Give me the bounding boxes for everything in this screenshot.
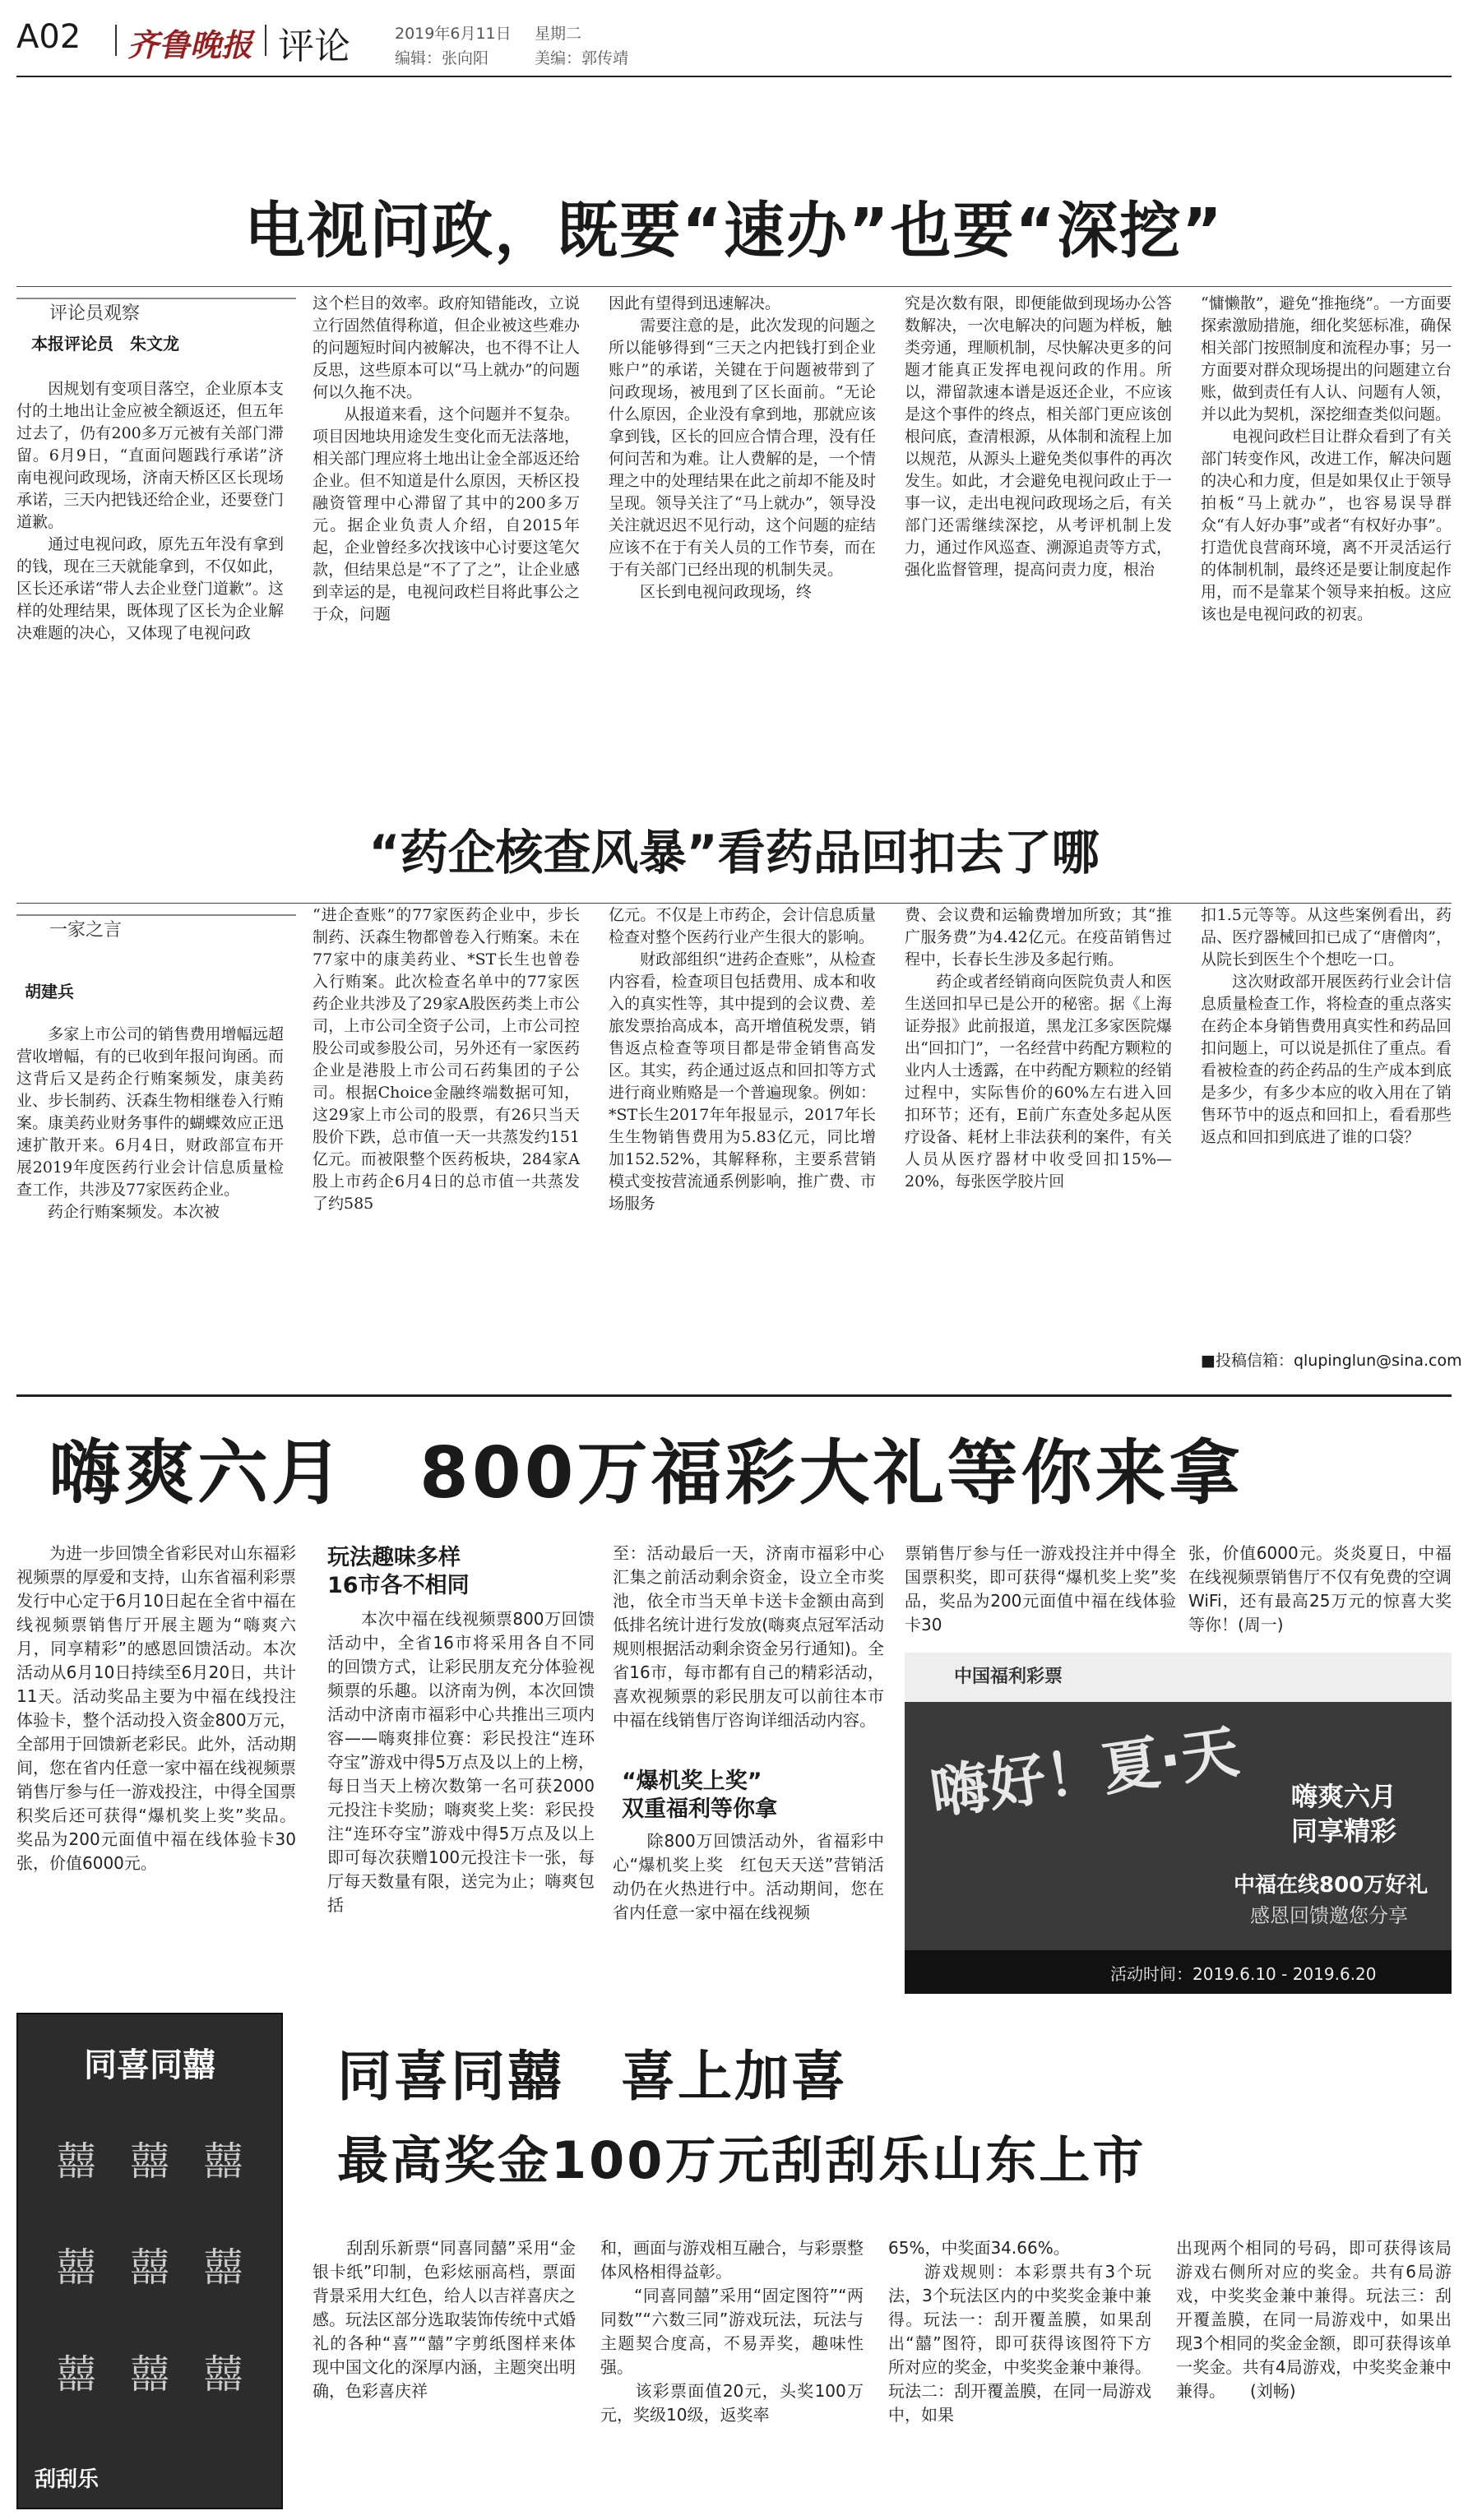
- issue-weekday: 星期二: [535, 25, 582, 43]
- ticket-glyph: 囍: [203, 2351, 243, 2397]
- scratch-ticket-image: [16, 2013, 283, 2509]
- header-divider: [265, 25, 266, 56]
- article1-column-4: 究是次数有限，即便能做到现场办公答数解决，一次电解决的问题为样板，触类旁通，理顺机制，尽快解决更多的问题才能真正发挥电视问政的作用。所以，滞留款速本谱是返还企业，不应该是这个事件的终点，相关部门更应该创根问底，查清根源，从体制和流程上加以规范，从源头上避免类似事件的再次发生。如此，才会避免电视问政止于一事一议，走出电视问政现场之后，有关部门还需继续深挖，从考评机制上发力，通过作风巡查、溯源追责等方式，强化监督管理，提高问责力度，根治: [905, 294, 1172, 579]
- article2-column-5: 扣1.5元等等。从这些案例看出，药品、医疗器械回扣已成了“唐僧肉”，从院长到医生个个想吃一口。 这次财政部开展医药行业会计信息质量检查工作，将检查的重点落实在药企本身销售费用真实性和药品回扣问题上，可以说是抓住了重点。看看被检查的药企药品的生产成本到底是多少，有多少本应的收入用在了销售环节中的返点和回扣上，看看那些返点和回扣到底进了谁的口袋？: [1201, 906, 1452, 1146]
- poster-slogan-1: 嗨爽六月: [1291, 1781, 1397, 1812]
- article1-column-2: 这个栏目的效率。政府知错能改，立说立行固然值得称道，但企业被这些难办的问题短时间内被解决，也不得不让人反思，这些原本可以“马上就办”的问题何以久拖不决。 从报道来看，这个问题并不复杂。项目因地块用途发生变化而无法落地，相关部门理应将土地出让金全部返还给企业。但不知道是什么原因，天桥区投融资管理中心滞留了其中的200多万元。据企业负责人介绍，自2015年起，企业曾经多次找该中心讨要这笔欠款，但结果总是“不了了之”，让企业感到幸运的是，电视问政栏目将此事公之于众，问题: [313, 294, 580, 623]
- ad1-column-4: 票销售厅参与任一游戏投注并中得全国票积奖，即可获得“爆机奖上奖”奖品，奖品为200元面值中福在线体验卡30: [905, 1543, 1176, 1635]
- poster-slogan-4: 感恩回馈邀您分享: [1250, 1904, 1408, 1927]
- ad2-headline-1: 同喜同囍 喜上加喜: [337, 2045, 848, 2108]
- article1-column-1: 因规划有变项目落空，企业原本支付的土地出让金应被全额返还，但五年过去了，仍有200多万元被有关部门滞留。6月9日，“直面问题践行承诺”济南电视问政现场，济南天桥区区长现场承诺，三天内把钱还给企业，还要登门道歉。 通过电视问政，原先五年没有拿到的钱，现在三天就能拿到，不仅如此，区长还承诺“带人去企业登门道歉”。这样的处理结果，既体现了区长为企业解决难题的决心，又体现了电视问政: [16, 380, 284, 642]
- ticket-glyph: 囍: [129, 2245, 169, 2291]
- ticket-footer: 刮刮乐: [35, 2467, 100, 2492]
- ticket-glyph: 囍: [56, 2351, 96, 2397]
- article1-title: 电视问政，既要“速办”也要“深挖”: [244, 196, 1224, 266]
- paper-logo: 齐鲁晚报: [127, 26, 253, 63]
- article1-byline: 本报评论员 朱文龙: [31, 334, 179, 354]
- article1-column-tag: 评论员观察: [49, 303, 141, 324]
- ad1-column-1: 为进一步回馈全省彩民对山东福彩视频票的厚爱和支持，山东省福利彩票发行中心定于6月10日起在全省中福在线视频票销售厅开展主题为“嗨爽六月，同享精彩”的感恩回馈活动。本次活动从6月10日持续至6月20日，共计11天。活动奖品主要为中福在线投注体验卡，整个活动投入资金800万元，全部用于回馈新老彩民。此外，活动期间，您在省内任意一家中福在线视频票销售厅参与任一游戏投注，中得全国票积奖后还可获得“爆机奖上奖”奖品。奖品为200元面值中福在线体验卡30张，价值6000元。: [16, 1543, 296, 1873]
- ticket-glyph-grid: [43, 2129, 257, 2442]
- ad-top-rule: [16, 1394, 1452, 1397]
- article1-column-5: “慵懒散”，避免“推拖绕”。一方面要探索激励措施，细化奖惩标准，确保相关部门按照制度和流程办事；另一方面要对群众现场提出的问题建立台账，做到责任有人认、问题有人领，并以此为契机，深挖细查类似问题。 电视问政栏目让群众看到了有关部门转变作风，改进工作，解决问题的决心和力度，但是如果仅止于领导拍板“马上就办”，也容易误导群众“有人好办事”或者“有权好办事”。打造优良营商环境，离不开灵活运行的体制机制，最终还是要让制度起作用，而不是靠某个领导来拍板。这应该也是电视问政的初衷。: [1201, 294, 1452, 623]
- ad2-column-4: 出现两个相同的号码，即可获得该局游戏右侧所对应的奖金。共有6局游戏，中奖奖金兼中兼得。玩法三：刮开覆盖膜，在同一局游戏中，如果出现3个相同的奖金金额，即可获得该单一奖金。共有4局游戏，中奖奖金兼中兼得。 (刘畅): [1176, 2238, 1452, 2401]
- ad1-column-3b: 除800万回馈活动外，省福彩中心“爆机奖上奖 红包天天送”营销活动仍在火热进行中。活动期间，您在省内任意一家中福在线视频: [613, 1831, 884, 1922]
- poster-slogan-3: 中福在线800万好礼: [1234, 1873, 1429, 1898]
- article2-rule: [16, 903, 1452, 904]
- poster-logo: 中国福利彩票: [954, 1667, 1063, 1687]
- header-divider: [115, 25, 117, 56]
- ticket-glyph: 囍: [129, 2351, 169, 2397]
- ad1-column-2: 本次中福在线视频票800万回馈活动中，全省16市将采用各自不同的回馈方式，让彩民朋友充分体验视频票的乐趣。以济南为例，本次回馈活动中济南市福彩中心共推出三项内容——嗨爽排位赛：彩民投注“连环夺宝”游戏中得5万点及以上的上榜，每日当天上榜次数第一名可获2000元投注卡奖励；嗨爽奖上奖：彩民投注“连环夺宝”游戏中得5万点及以上即可每次获赠100元投注卡一张，每厅每天数量有限，送完为止；嗨爽包括: [327, 1609, 595, 1915]
- article2-column-4: 费、会议费和运输费增加所致；其“推广服务费”为4.42亿元。在疫苗销售过程中，长春长生涉及多起行贿。 药企或者经销商向医院负责人和医生送回扣早已是公开的秘密。据《上海证券报》此前报道，黑龙江多家医院爆出“回扣门”，一名经营中药配方颗粒的业内人士透露，在中药配方颗粒的经销过程中，实际售价的60%左右进入回扣环节；还有，E前广东查处多起从医疗设备、耗材上非法获利的案件，有关人员从医疗器材中收受回扣15%—20%，每张医学胶片回: [905, 906, 1172, 1191]
- ticket-glyph: 囍: [203, 2139, 243, 2185]
- ad1-column-3: 至：活动最后一天，济南市福彩中心汇集之前活动剩余资金，设立全市奖池，依全市当天单卡送卡金额由高到低排名统计进行发放(嗨爽点冠军活动规则根据活动剩余资金另行通知)。全省16市，每市都有自己的精彩活动，喜欢视频票的彩民朋友可以前往本市中福在线销售厅咨询详细活动内容。: [613, 1543, 884, 1730]
- article2-title: “药企核查风暴”看药品回扣去了哪: [368, 825, 1100, 881]
- article2-column-tag: 一家之言: [49, 920, 123, 941]
- header-rule: [16, 76, 1452, 77]
- article1-rule: [16, 286, 1452, 287]
- designer-credit: 美编：郭传靖: [535, 49, 629, 67]
- ticket-title: 同喜同囍: [84, 2046, 215, 2084]
- ticket-glyph: 囍: [129, 2139, 169, 2185]
- article2-column-1: 多家上市公司的销售费用增幅远超营收增幅，有的已收到年报问询函。而这背后又是药企行贿案频发，康美药业、步长制药、沃森生物相继卷入行贿案。康美药业财务事件的蝴蝶效应正迅速扩散开来。6月4日，财政部宣布开展2019年度医药行业会计信息质量检查工作，共涉及77家医药企业。 药企行贿案频发。本次被: [16, 1025, 284, 1221]
- article1-column-3: 因此有望得到迅速解决。 需要注意的是，此次发现的问题之所以能够得到“三天之内把钱打到企业账户”的承诺，关键在于问题被带到了问政现场，被甩到了区长面前。“无论什么原因，企业没有拿到地，那就应该拿到钱，区长的回应合情合理，没有任何问苦和为难。让人费解的是，一个情理之中的处理结果在此之前却不能及时呈现。领导关注了“马上就办”，领导没关注就迟迟不见行动，这个问题的症结应该不在于有关人员的工作节奏，而在于有关部门已经出现的机制失灵。 区长到电视问政现场，终: [609, 294, 876, 601]
- ad1-column-5: 张，价值6000元。炎炎夏日，中福在线视频票销售厅不仅有免费的空调WiFi，还有最高25万元的惊喜大奖等你！(周一): [1188, 1543, 1452, 1635]
- ticket-glyph: 囍: [203, 2245, 243, 2291]
- ad1-subhead-1: 玩法趣味多样 16市各不相同: [327, 1545, 470, 1598]
- page-number: A02: [16, 18, 81, 56]
- ad2-column-1: 刮刮乐新票“同喜同囍”采用“金银卡纸”印制，色彩炫丽高档，票面背景采用大红色，给人以吉祥喜庆之感。玩法区部分选取装饰传统中式婚礼的各种“喜”“囍”字剪纸图样来体现中国文化的深厚内涵，主题突出明确，色彩喜庆祥: [313, 2238, 576, 2401]
- article2-byline: 胡建兵: [25, 982, 74, 1001]
- article2-column-2: “进企查账”的77家医药企业中，步长制药、沃森生物都曾卷入行贿案。未在77家中的康美药业、*ST长生也曾卷入行贿案。此次检查名单中的77家医药企业共涉及了29家A股医药类上市公司，上市公司全资子公司，上市公司控股公司或参股公司，另外还有一家医药企业是港股上市公司石药集团的子公司。根据Choice金融终端数据可知，这29家上市公司的股票，有26只当天股价下跌，总市值一天一共蒸发约151亿元。而被限整个医药板块，284家A股上市药企6月4日的总市值一共蒸发了约585: [313, 906, 580, 1213]
- ad1-headline: 嗨爽六月 800万福彩大礼等你来拿: [49, 1432, 1243, 1514]
- ad2-column-3: 65%，中奖面34.66%。 游戏规则：本彩票共有3个玩法，3个玩法区内的中奖奖金兼中兼得。玩法一：刮开覆盖膜，如果刮出“囍”图符，即可获得该图符下方所对应的奖金，中奖奖金兼中兼得。玩法二：刮开覆盖膜，在同一局游戏中，如果: [888, 2238, 1151, 2425]
- section-name: 评论: [278, 25, 350, 67]
- contribute-line: [1201, 1348, 1462, 1371]
- ad2-column-2: 和，画面与游戏相互融合，与彩票整体风格相得益彰。 “同喜同囍”采用“固定图符”“两同数”“六数三同”游戏玩法，玩法与主题契合度高，不易弄奖，趣味性强。 该彩票面值20元，头奖100万元，奖级10级，返奖率: [600, 2238, 864, 2425]
- contribute-email[interactable]: qlupinglun@sina.com: [1293, 1352, 1462, 1370]
- editor-credit: 编辑：张向阳: [395, 49, 489, 67]
- contribute-label: ■投稿信箱：: [1201, 1352, 1294, 1370]
- lottery-poster: [905, 1653, 1452, 1994]
- ad1-subhead-2: “爆机奖上奖” 双重福利等你拿: [622, 1769, 777, 1822]
- ticket-glyph: 囍: [56, 2245, 96, 2291]
- poster-period: 活动时间：2019.6.10 - 2019.6.20: [1110, 1964, 1377, 1984]
- poster-brand: 嗨好！夏·天: [926, 1718, 1243, 1828]
- poster-slogan-2: 同享精彩: [1291, 1815, 1397, 1847]
- issue-date: 2019年6月11日: [395, 25, 512, 43]
- ad2-headline-2: 最高奖金100万元刮刮乐山东上市: [337, 2130, 1146, 2190]
- ticket-glyph: 囍: [56, 2139, 96, 2185]
- article2-column-3: 亿元。不仅是上市药企，会计信息质量检查对整个医药行业产生很大的影响。 财政部组织“进药企查账”，从检查内容看，检查项目包括费用、成本和收入的真实性等，其中提到的会议费、差旅发票抬高成本，高开增值税发票，销售返点检查等项目都是带金销售高发区。其实，药企通过返点和回扣等方式进行商业贿赂是一个普遍现象。例如：*ST长生2017年年报显示，2017年长生生物销售费用为5.83亿元，同比增加152.52%，其解释称，主要系营销模式变按营流通系例影响，推广费、市场服务: [609, 906, 876, 1213]
